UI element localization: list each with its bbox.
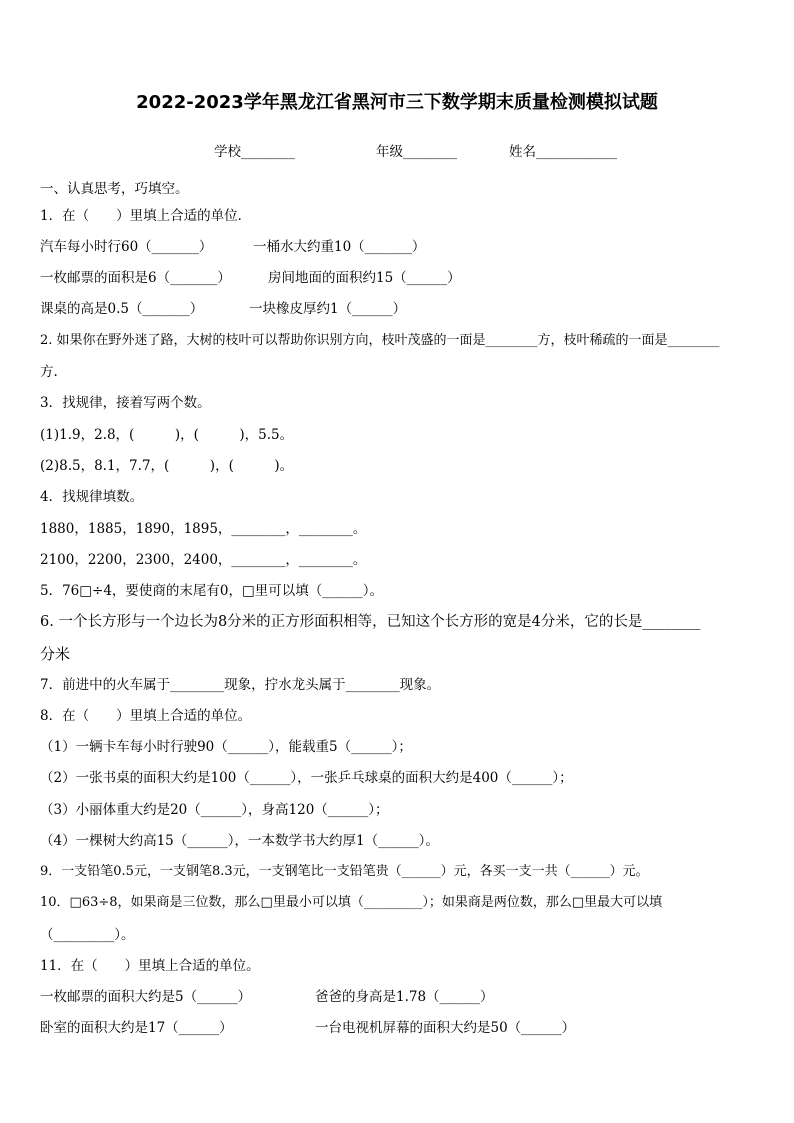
question-3: 3．找规律，接着写两个数。 <box>40 395 211 411</box>
question-8-part-1: （1）一辆卡车每小时行驶90（______），能载重5（______）； <box>40 739 412 755</box>
q11-item-a-left: 一枚邮票的面积大约是5（______） <box>40 989 252 1005</box>
question-2: 2. 如果你在野外迷了路，大树的枝叶可以帮助你识别方向，枝叶茂盛的一面是________方，枝叶稀疏的一面是________ <box>40 333 720 348</box>
question-4-row-2: 2100，2200，2300，2400，________，________。 <box>40 552 367 568</box>
question-4: 4．找规律填数。 <box>40 489 144 505</box>
question-1: 1．在（ ）里填上合适的单位． <box>40 208 252 224</box>
question-2-cont: 方. <box>40 364 58 380</box>
question-6-cont: 分米 <box>40 645 71 663</box>
question-8-part-4: （4）一棵树大约高15（______），一本数学书大约厚1（______）。 <box>40 833 439 849</box>
section-heading: 一、认真思考，巧填空。 <box>40 181 189 197</box>
q1-item-a-right: 一桶水大约重10（_______） <box>253 239 426 255</box>
question-10: 10．□63÷8，如果商是三位数，那么□里最小可以填（_________）；如果商是两位数，那么□里最大可以填 <box>40 895 663 910</box>
q1-item-c-left: 课桌的高是0.5（_______） <box>40 301 204 317</box>
question-5: 5．76□÷4，要使商的末尾有0，□里可以填（______）。 <box>40 583 384 599</box>
page-title: 2022-2023学年黑龙江省黑河市三下数学期末质量检测模拟试题 <box>136 92 658 113</box>
question-3-part-1: (1)1.9，2.8，( )，( )，5.5。 <box>40 427 294 443</box>
question-11: 11．在（ ）里填上合适的单位。 <box>40 958 260 974</box>
question-4-row-1: 1880，1885，1890，1895，________，________。 <box>40 521 367 537</box>
q11-item-a-right: 爸爸的身高是1.78（______） <box>315 989 494 1005</box>
grade-field: 年级________ <box>376 144 457 160</box>
question-8-part-3: （3）小丽体重大约是20（______），身高120（______）； <box>40 802 389 818</box>
question-7: 7．前进中的火车属于________现象，拧水龙头属于________现象。 <box>40 677 441 693</box>
q1-item-b-right: 房间地面的面积约15（______） <box>268 270 461 286</box>
question-8: 8．在（ ）里填上合适的单位。 <box>40 708 252 724</box>
q11-item-b-left: 卧室的面积大约是17（______） <box>40 1020 233 1036</box>
name-field: 姓名____________ <box>509 144 617 160</box>
question-3-part-2: (2)8.5，8.1，7.7，( )，( )。 <box>40 458 294 474</box>
question-8-part-2: （2）一张书桌的面积大约是100（______），一张乒乓球桌的面积大约是400（______）； <box>40 770 573 786</box>
school-field: 学校________ <box>214 144 295 160</box>
q11-item-b-right: 一台电视机屏幕的面积大约是50（______） <box>315 1020 576 1036</box>
q1-item-c-right: 一块橡皮厚约1（______） <box>249 301 407 317</box>
question-6: 6. 一个长方形与一个边长为8分米的正方形面积相等，已知这个长方形的宽是4分米，它的长是________ <box>40 614 701 630</box>
q1-item-a-left: 汽车每小时行60（_______） <box>40 239 213 255</box>
question-10-cont: （_________）。 <box>40 927 135 943</box>
question-9: 9．一支铅笔0.5元，一支钢笔8.3元，一支钢笔比一支铅笔贵（______）元，各买一支一共（______）元。 <box>40 864 649 879</box>
q1-item-b-left: 一枚邮票的面积是6（_______） <box>40 270 231 286</box>
